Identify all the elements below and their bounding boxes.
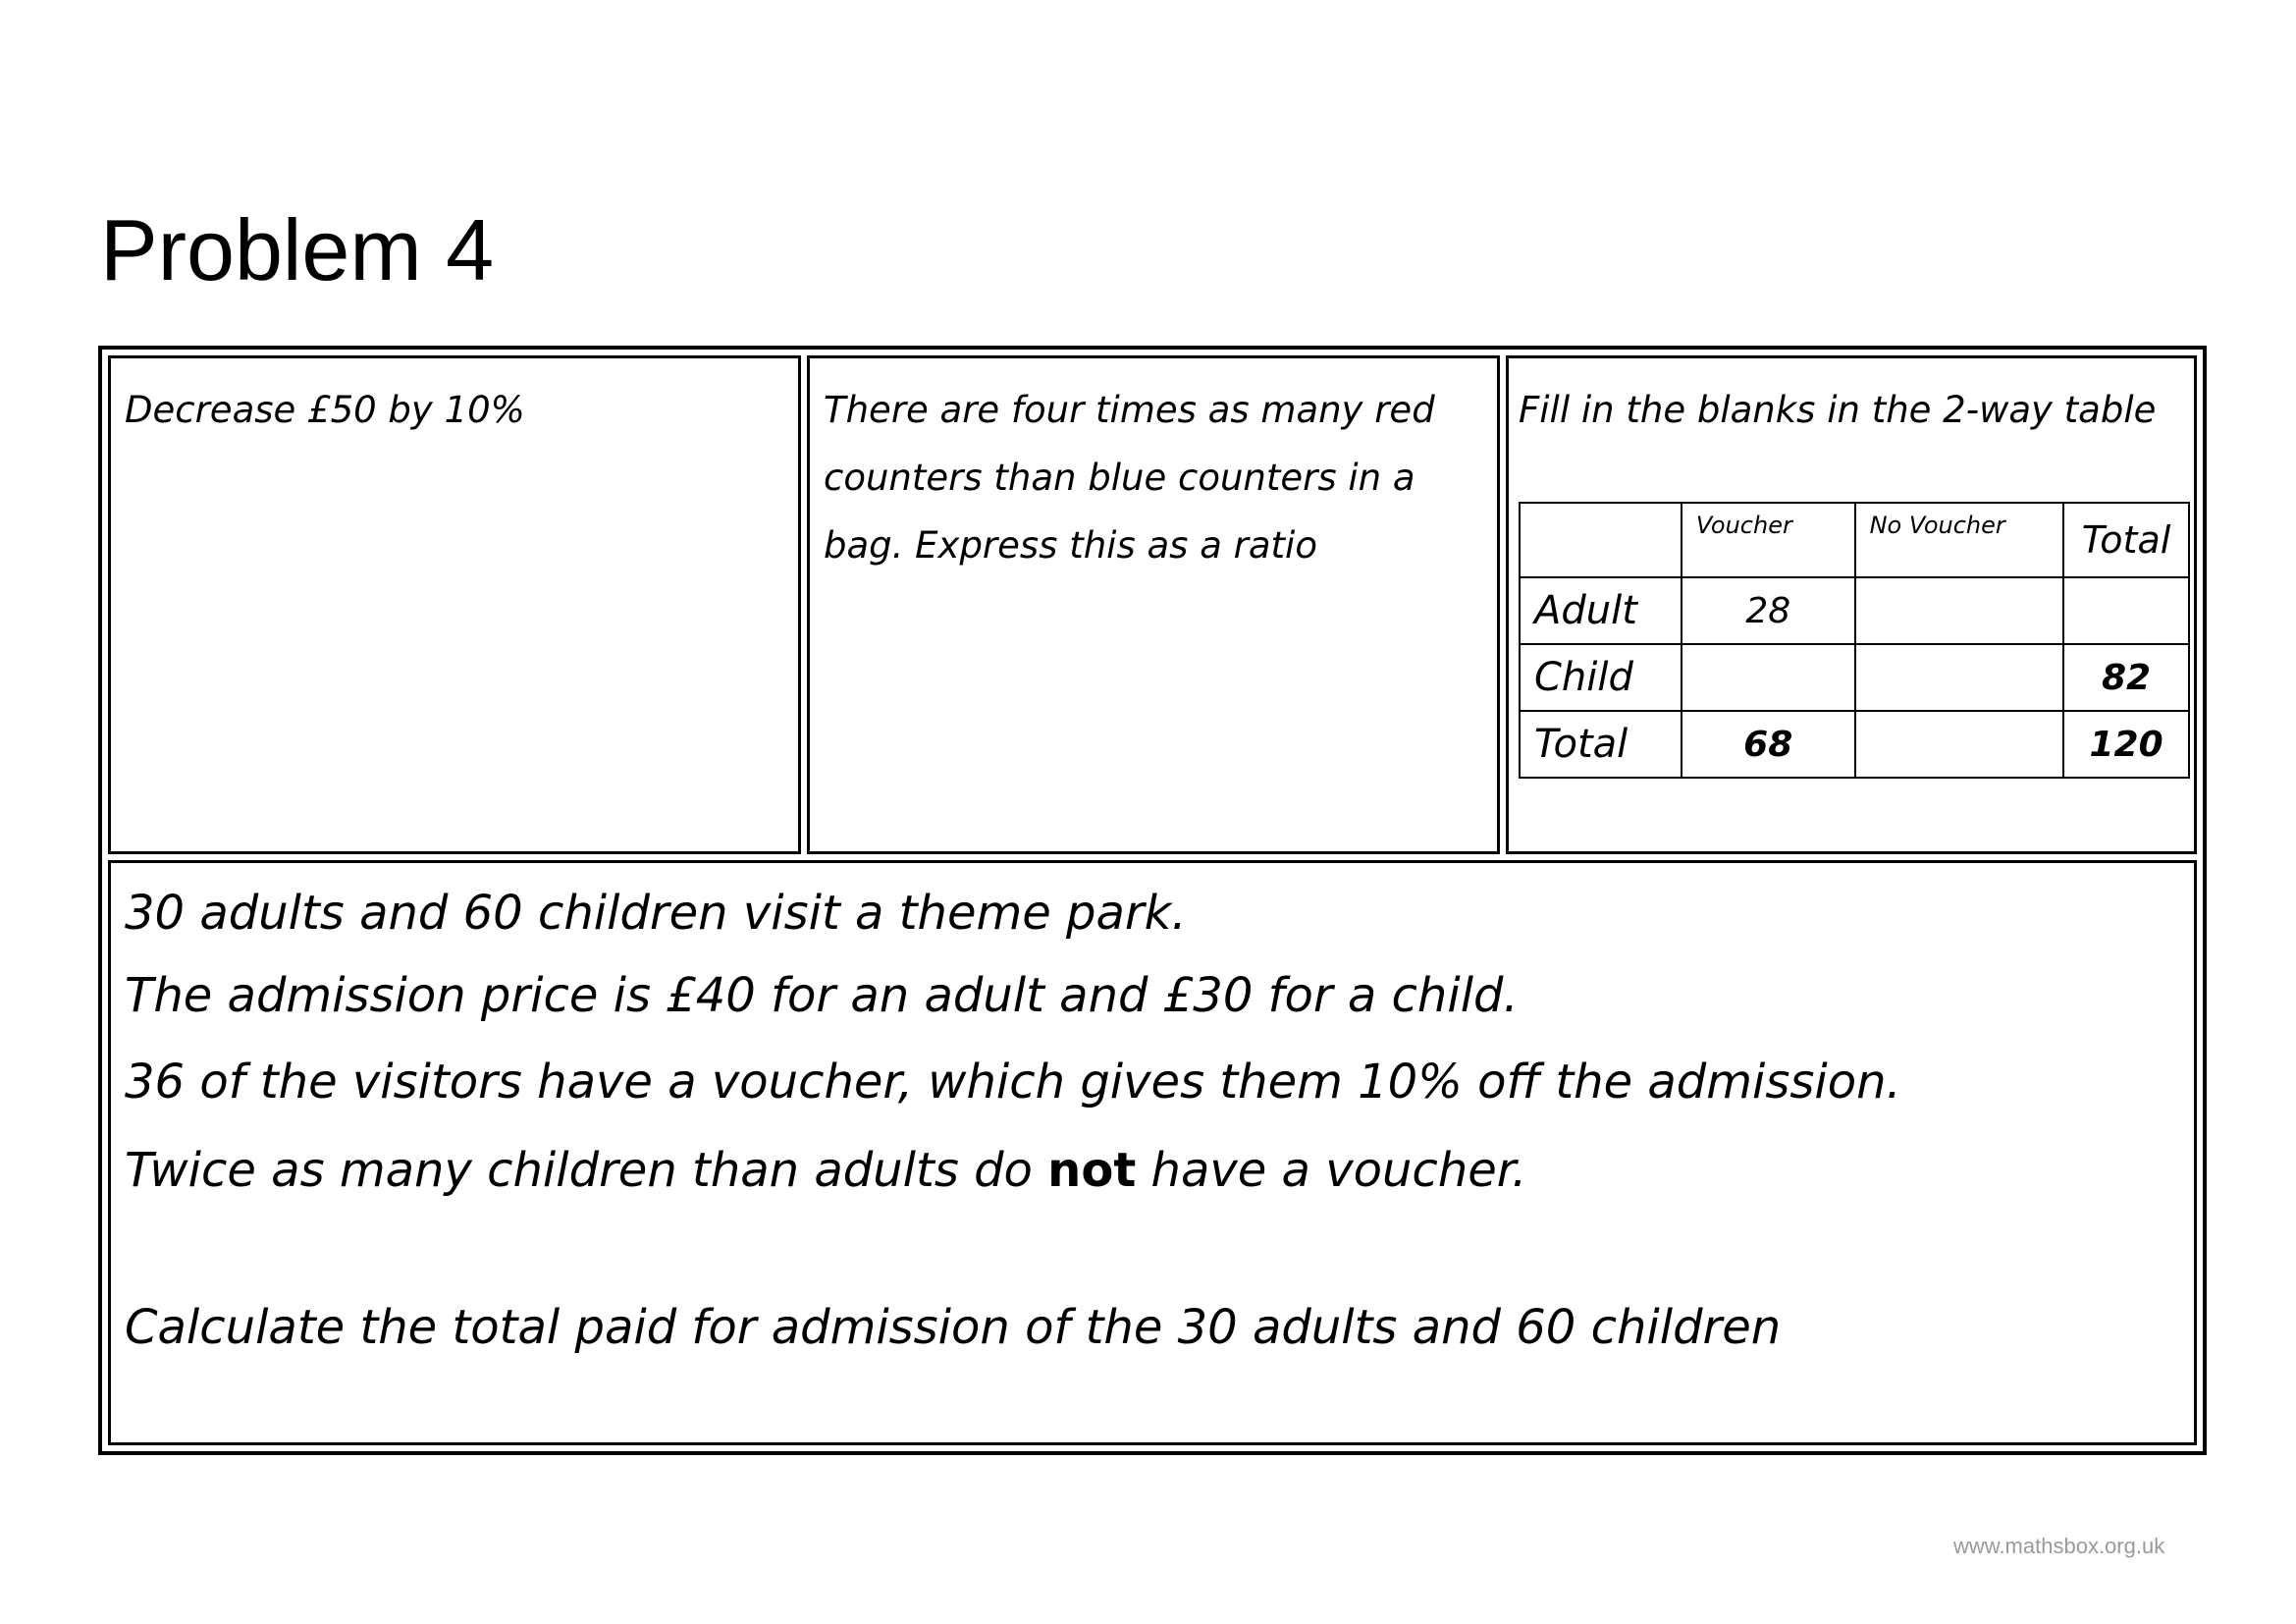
problem-grid (98, 346, 2207, 1455)
question-box-1 (108, 355, 801, 854)
footer-website: www.mathsbox.org.uk (1953, 1534, 2165, 1558)
table-header-total: Total (2063, 503, 2189, 577)
table-cell: 28 (1682, 577, 1855, 644)
question-box-3 (1506, 355, 2197, 854)
row-label-total: Total (1520, 711, 1682, 778)
table-cell (2063, 577, 2189, 644)
row-label-child: Child (1520, 644, 1682, 711)
question-4-line-4 (125, 1126, 1901, 1215)
table-header-no-voucher: No Voucher (1855, 503, 2064, 577)
table-row (1520, 711, 2189, 778)
table-cell: 68 (1682, 711, 1855, 778)
question-4-spacer (125, 1215, 1901, 1283)
table-header-voucher: Voucher (1682, 503, 1855, 577)
question-4-not-word: not (1047, 1143, 1137, 1198)
page-title: Problem 4 (100, 201, 495, 298)
question-4-text (125, 873, 1901, 1372)
question-1-text: Decrease £50 by 10% (125, 389, 525, 431)
question-3-text: Fill in the blanks in the 2-way table (1519, 389, 2157, 431)
table-cell (1855, 711, 2064, 778)
question-4-line-3: 36 of the visitors have a voucher, which gives them 10% off the admission. (125, 1055, 1901, 1110)
question-4-line-4-end: have a voucher. (1136, 1143, 1527, 1198)
table-cell: 82 (2063, 644, 2189, 711)
question-4-line-5: Calculate the total paid for admission of the 30 adults and 60 children (125, 1300, 1782, 1355)
table-cell (1682, 644, 1855, 711)
question-2-text: There are four times as many red counters than blue counters in a bag. Express this as a ratio (824, 389, 1435, 567)
question-4-line-1: 30 adults and 60 children visit a theme park. (125, 886, 1187, 941)
table-cell: 120 (2063, 711, 2189, 778)
question-box-2 (807, 355, 1500, 854)
two-way-table (1519, 502, 2190, 779)
table-row (1520, 577, 2189, 644)
question-4-line-4-start: Twice as many children than adults do (125, 1143, 1048, 1198)
table-cell (1855, 644, 2064, 711)
table-header-empty (1520, 503, 1682, 577)
table-row (1520, 644, 2189, 711)
table-header-row (1520, 503, 2189, 577)
question-box-4 (108, 860, 2197, 1445)
row-label-adult: Adult (1520, 577, 1682, 644)
table-cell (1855, 577, 2064, 644)
question-4-line-2: The admission price is £40 for an adult and £30 for a child. (125, 968, 1519, 1023)
